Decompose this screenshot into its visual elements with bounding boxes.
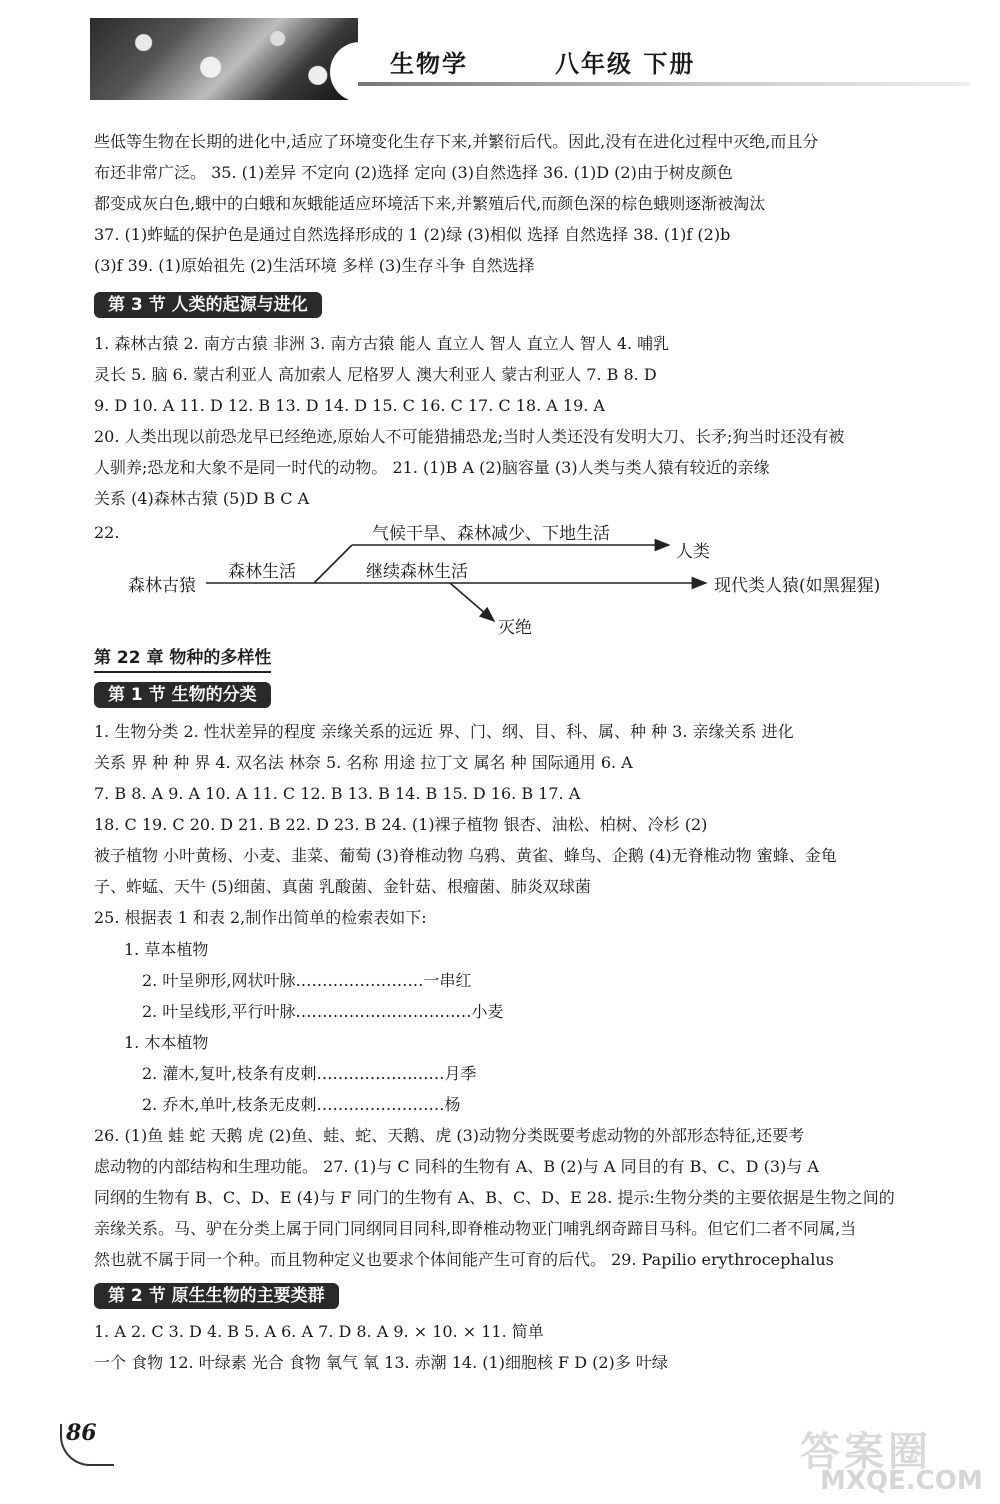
page-number: 86: [66, 1420, 97, 1446]
watermark-text: 答案圈: [800, 1429, 932, 1475]
section-heading-1: 第 1 节 生物的分类: [94, 682, 271, 708]
diagram-middle-path: 继续森林生活: [366, 562, 468, 582]
diagram-upper-result: 人类: [676, 542, 710, 562]
subject-title: 生物学: [390, 49, 468, 78]
text-line: 37. (1)蚱蜢的保护色是通过自然选择形成的 1 (2)绿 (3)相似 选择 自然选择 38. (1)f (2)b: [94, 225, 731, 244]
text-line: 虑动物的内部结构和生理功能。 27. (1)与 C 同科的生物有 A、B (2)与 A 同目的有 B、C、D (3)与 A: [94, 1157, 819, 1176]
text-line: 些低等生物在长期的进化中,适应了环境变化生存下来,并繁衍后代。因此,没有在进化过程中灭绝,而且分: [94, 132, 819, 151]
grade-label: 八年级 下册: [555, 49, 696, 78]
text-line: 1. A 2. C 3. D 4. B 5. A 6. A 7. D 8. A 9. × 10. × 11. 简单: [94, 1322, 544, 1341]
text-line: 关系 (4)森林古猿 (5)D B C A: [94, 489, 310, 508]
key-item: 2. 叶呈卵形,网状叶脉……………………一串红: [142, 971, 472, 990]
text-line: 18. C 19. C 20. D 21. B 22. D 23. B 24. (1)裸子植物 银杏、油松、柏树、冷杉 (2): [94, 815, 708, 834]
text-line: 26. (1)鱼 蛙 蛇 天鹅 虎 (2)鱼、蛙、蛇、天鹅、虎 (3)动物分类既要考虑动物的外部形态特征,还要考: [94, 1126, 805, 1145]
answers-block-5: [94, 1316, 948, 1378]
section-heading-2: 第 2 节 原生生物的主要类群: [94, 1283, 339, 1309]
evolution-diagram: [94, 515, 948, 640]
answers-block-3: [94, 716, 948, 933]
text-line: (3)f 39. (1)原始祖先 (2)生活环境 多样 (3)生存斗争 自然选择: [94, 256, 535, 275]
diagram-branch-label: 森林生活: [228, 562, 296, 582]
text-line: 25. 根据表 1 和表 2,制作出简单的检索表如下:: [94, 908, 427, 927]
diagram-lower-result: 灭绝: [498, 618, 532, 638]
watermark-logo: [800, 1420, 983, 1500]
chapter-heading: 第 22 章 物种的多样性: [94, 645, 271, 673]
text-line: 9. D 10. A 11. D 12. B 13. D 14. D 15. C 16. C 17. C 18. A 19. A: [94, 396, 605, 415]
answers-block-2: [94, 328, 948, 514]
question-number: 22.: [94, 523, 120, 542]
key-item: 2. 灌木,复叶,枝条有皮刺……………………月季: [142, 1064, 477, 1083]
text-line: 1. 生物分类 2. 性状差异的程度 亲缘关系的远近 界、门、纲、目、科、属、种 种 3. 亲缘关系 进化: [94, 722, 794, 741]
text-line: 关系 界 种 种 界 4. 双名法 林奈 5. 名称 用途 拉丁文 属名 种 国际通用 6. A: [94, 753, 633, 772]
watermark-url: MXQE.COM: [820, 1466, 983, 1496]
diagram-upper-path: 气候干旱、森林减少、下地生活: [372, 524, 610, 544]
key-item: 2. 叶呈线形,平行叶脉……………………………小麦: [142, 1002, 504, 1021]
text-line: 1. 森林古猿 2. 南方古猿 非洲 3. 南方古猿 能人 直立人 智人 直立人 智人 4. 哺乳: [94, 334, 670, 353]
text-line: 人驯养;恐龙和大象不是同一时代的动物。 21. (1)B A (2)脑容量 (3)人类与类人猿有较近的亲缘: [94, 458, 770, 477]
text-line: 布还非常广泛。 35. (1)差异 不定向 (2)选择 定向 (3)自然选择 36. (1)D (2)由于树皮颜色: [94, 163, 733, 182]
text-line: 灵长 5. 脑 6. 蒙古利亚人 高加索人 尼格罗人 澳大利亚人 蒙古利亚人 7. B 8. D: [94, 365, 657, 384]
diagram-middle-result: 现代类人猿(如黑猩猩): [714, 576, 881, 596]
diagram-start: 森林古猿: [128, 576, 196, 596]
text-line: 20. 人类出现以前恐龙早已经绝迹,原始人不可能猎捕恐龙;当时人类还没有发明大刀、长矛;狗当时还没有被: [94, 427, 845, 446]
header-photo: [90, 18, 358, 100]
section-heading-3: 第 3 节 人类的起源与进化: [94, 292, 322, 318]
answers-block-4: [94, 1120, 948, 1275]
upper-branch: [314, 545, 352, 583]
page-header: [90, 14, 970, 104]
text-line: 子、蚱蜢、天牛 (5)细菌、真菌 乳酸菌、金针菇、根瘤菌、肺炎双球菌: [94, 877, 591, 896]
lower-arrow: [450, 583, 494, 621]
text-line: 然也就不属于同一个种。而且物种定义也要求个体间能产生可育的后代。 29. Papilio erythrocephalus: [94, 1250, 834, 1269]
text-line: 7. B 8. A 9. A 10. A 11. C 12. B 13. B 14. B 15. D 16. B 17. A: [94, 784, 581, 803]
key-item: 2. 乔木,单叶,枝条无皮刺……………………杨: [142, 1095, 461, 1114]
text-line: 亲缘关系。马、驴在分类上属于同门同纲同目同科,即脊椎动物亚门哺乳纲奇蹄目马科。但它们二者不同属,当: [94, 1219, 857, 1238]
header-rule: [358, 82, 970, 86]
key-item: 1. 草本植物: [124, 940, 209, 959]
key-item: 1. 木本植物: [124, 1033, 209, 1052]
answers-block-1: [94, 126, 948, 281]
text-line: 都变成灰白色,蛾中的白蛾和灰蛾能适应环境活下来,并繁殖后代,而颜色深的棕色蛾则逐渐被淘汰: [94, 194, 766, 213]
text-line: 同纲的生物有 B、C、D、E (4)与 F 同门的生物有 A、B、C、D、E 28. 提示:生物分类的主要依据是生物之间的: [94, 1188, 895, 1207]
text-line: 一个 食物 12. 叶绿素 光合 食物 氧气 氧 13. 赤潮 14. (1)细胞核 F D (2)多 叶绿: [94, 1353, 668, 1372]
text-line: 被子植物 小叶黄杨、小麦、韭菜、葡萄 (3)脊椎动物 乌鸦、黄雀、蜂鸟、企鹅 (4)无脊椎动物 蜜蜂、金龟: [94, 846, 837, 865]
